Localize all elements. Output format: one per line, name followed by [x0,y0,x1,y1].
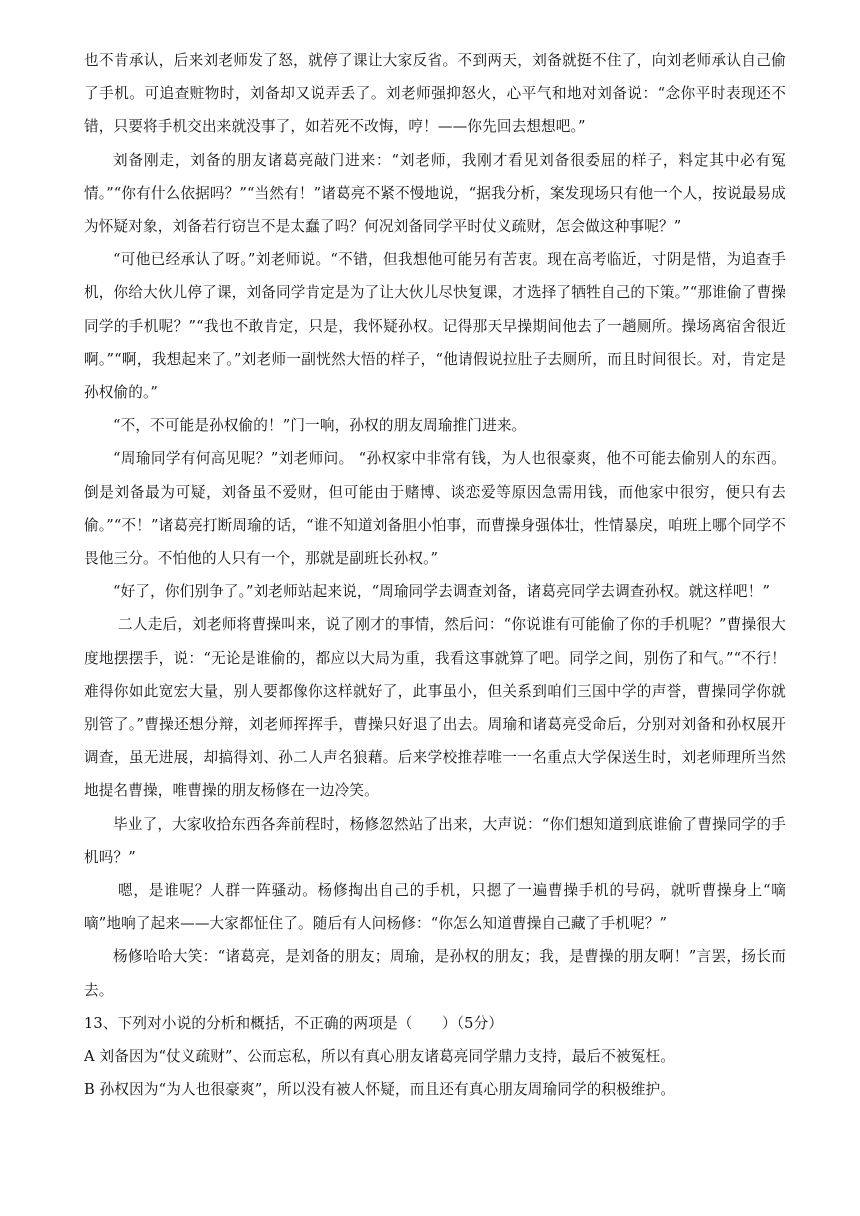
question-option-a: A 刘备因为“仗义疏财”、公而忘私，所以有真心朋友诸葛亮同学鼎力支持，最后不被冤枉。 [84,1048,675,1066]
story-paragraph-9: 嗯，是谁呢？人群一阵骚动。杨修掏出自己的手机，只摁了一遍曹操手机的号码，就听曹操身上“嘀嘀”地响了起来——大家都怔住了。随后有人问杨修：“你怎么知道曹操自己藏了手机呢？” [84,882,786,933]
question-stem: 13、下列对小说的分析和概括，不正确的两项是（ ）（5分） [84,1014,504,1032]
story-paragraph-8: 毕业了，大家收拾东西各奔前程时，杨修忽然站了出来，大声说：“你们想知道到底谁偷了曹操同学的手机吗？” [84,815,786,866]
story-paragraph-3: “可他已经承认了呀。”刘老师说。“不错，但我想他可能另有苦衷。现在高考临近，寸阴是惜，为追查手机，你给大伙儿停了课，刘备同学肯定是为了让大伙儿尽快复课，才选择了牺牲自己的下策。”“那谁偷了曹操同学的手机呢？”“我也不敢肯定，只是，我怀疑孙权。记得那天早操期间他去了一趟厕所。操场离宿舍很近啊。”“啊，我想起来了。”刘老师一副恍然大悟的样子，“他请假说拉肚子去厕所，而且时间很长。对，肯定是孙权偷的。” [84,251,786,402]
story-paragraph-1: 也不肯承认，后来刘老师发了怒，就停了课让大家反省。不到两天，刘备就挺不住了，向刘老师承认自己偷了手机。可追查赃物时，刘备却又说弄丢了。刘老师强抑怒火，心平气和地对刘备说：“念你平时表现还不错，只要将手机交出来就没事了，如若死不改悔，哼！——你先回去想想吧。” [84,52,786,136]
question-option-b: B 孙权因为“为人也很豪爽”，所以没有被人怀疑，而且还有真心朋友周瑜同学的积极维护。 [84,1081,676,1099]
story-paragraph-6: “好了，你们别争了。”刘老师站起来说，“周瑜同学去调查刘备，诸葛亮同学去调查孙权。就这样吧！” [113,583,771,601]
story-paragraph-4: “不，不可能是孙权偷的！”门一响，孙权的朋友周瑜推门进来。 [113,417,527,435]
story-paragraph-10: 杨修哈哈大笑：“诸葛亮，是刘备的朋友；周瑜，是孙权的朋友；我，是曹操的朋友啊！”言罢，扬长而去。 [84,948,786,999]
story-paragraph-2: 刘备刚走，刘备的朋友诸葛亮敲门进来：“刘老师，我刚才看见刘备很委屈的样子，料定其中必有冤情。”“你有什么依据吗？”“当然有！”诸葛亮不紧不慢地说，“据我分析，案发现场只有他一个人，按说最易成为怀疑对象，刘备若行窃岂不是太蠢了吗？何况刘备同学平时仗义疏财，怎会做这种事呢？” [84,151,786,236]
story-paragraph-7: 二人走后，刘老师将曹操叫来，说了刚才的事情，然后问：“你说谁有可能偷了你的手机呢？”曹操很大度地摆摆手，说：“无论是谁偷的，都应以大局为重，我看这事就算了吧。同学之间，别伤了和气。”“不行！难得你如此宽宏大量，别人要都像你这样就好了，此事虽小，但关系到咱们三国中学的声誉，曹操同学你就别管了。”曹操还想分辩，刘老师挥挥手，曹操只好退了出去。周瑜和诸葛亮受命后，分别对刘备和孙权展开调查，虽无进展，却搞得刘、孙二人声名狼藉。后来学校推荐唯一一名重点大学保送生时，刘老师理所当然地提名曹操，唯曹操的朋友杨修在一边冷笑。 [84,616,786,800]
story-paragraph-5: “周瑜同学有何高见呢？”刘老师问。 “孙权家中非常有钱，为人也很豪爽，他不可能去偷别人的东西。倒是刘备最为可疑，刘备虽不爱财，但可能由于赌博、谈恋爱等原因急需用钱，而他家中很穷，便只有去偷。”“不！”诸葛亮打断周瑜的话，“谁不知道刘备胆小怕事，而曹操身强体壮，性情暴戾，咱班上哪个同学不畏他三分。不怕他的人只有一个，那就是副班长孙权。” [84,450,786,568]
